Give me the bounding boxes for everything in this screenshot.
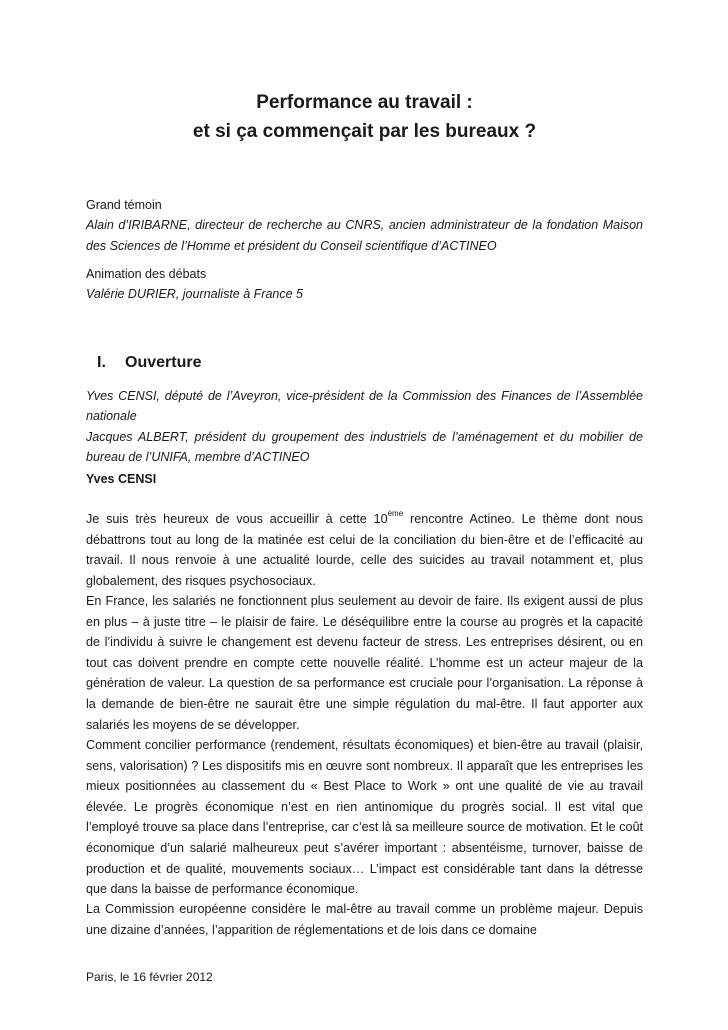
speaker-name: Yves CENSI bbox=[86, 472, 157, 486]
document-page bbox=[86, 0, 643, 1030]
speaker-line-2: Jacques ALBERT, président du groupement des industriels de l’aménagement et du mobilier de bureau de l’UNIFA, membre d’ACTINEO bbox=[86, 429, 643, 464]
speaker-line-1: Yves CENSI, député de l’Aveyron, vice-président de la Commission des Finances de l’Assemblée nationale bbox=[86, 389, 643, 424]
animation-label: Animation des débats bbox=[86, 267, 207, 281]
document-title bbox=[86, 88, 643, 146]
paragraph-1 bbox=[86, 509, 643, 591]
page-footer: Paris, le 16 février 2012 bbox=[86, 970, 213, 984]
paragraph-1-rest: rencontre Actineo. Le thème dont nous débattrons tout au long de la matinée est celui de la conciliation du bien-être et de l’efficacité au travail. Il nous renvoie à une actualité lourde, celle des suicides au travail notamment et, plus globalement, des risques psychosociaux. bbox=[86, 512, 644, 588]
grand-temoin-label: Grand témoin bbox=[86, 198, 162, 212]
grand-temoin-text: Alain d’IRIBARNE, directeur de recherche au CNRS, ancien administrateur de la fondation Maison des Sciences de l’Homme et président du Conseil scientifique d’ACTINEO bbox=[86, 218, 643, 253]
animation-text: Valérie DURIER, journaliste à France 5 bbox=[86, 287, 303, 302]
grand-temoin-block bbox=[86, 195, 643, 256]
title-line-2: et si ça commençait par les bureaux ? bbox=[192, 121, 537, 142]
ordinal-superscript: ème bbox=[387, 508, 404, 518]
paragraph-4: La Commission européenne considère le mal-être au travail comme un problème majeur. Depuis une dizaine d’années, l’apparition de réglementations et de lois dans ce domaine bbox=[86, 902, 643, 937]
section-number: I. bbox=[97, 354, 106, 371]
paragraph-3: Comment concilier performance (rendement, résultats économiques) et bien-être au travail (plaisir, sens, valorisation) ? Les dispositifs mis en œuvre sont nombreux. Il apparaît que les entreprises les mieux positionnées au classement du « Best Place to Work » ont une qualité de vie au travail élevée. Le progrès économique n’est en rien antinomique du progrès social. Il est vital que l’employé trouve sa place dans l’entreprise, car c’est là sa meilleure source de motivation. Et le coût économique d’un salarié malheureux peut s’avérer important : absentéisme, turnover, baisse de production et de qualité, mouvements sociaux… L’impact est considérable tant dans la détresse que dans la baisse de performance économique. bbox=[86, 738, 643, 897]
animation-block bbox=[86, 264, 643, 305]
section-heading bbox=[97, 351, 201, 375]
paragraph-1-start: Je suis très heureux de vous accueillir à cette 10 bbox=[86, 512, 388, 526]
title-line-1: Performance au travail : bbox=[256, 92, 473, 113]
section-title: Ouverture bbox=[125, 354, 202, 371]
paragraph-2: En France, les salariés ne fonctionnent plus seulement au devoir de faire. Ils exigent aussi de plus en plus – à juste titre – le plaisir de faire. Le déséquilibre entre la course au progrès et la capacité de l’individu à suivre le changement est devenu facteur de stress. Les entreprises désirent, ou en tout cas doivent prendre en compte cette nouvelle réalité. L’homme est un acteur majeur de la génération de valeur. La question de sa performance est cruciale pour l’organisation. La réponse à la demande de bien-être ne saurait être une simple régulation du mal-être. Il faut apporter aux salariés les moyens de se développer. bbox=[86, 594, 643, 732]
speakers-block bbox=[86, 386, 643, 467]
